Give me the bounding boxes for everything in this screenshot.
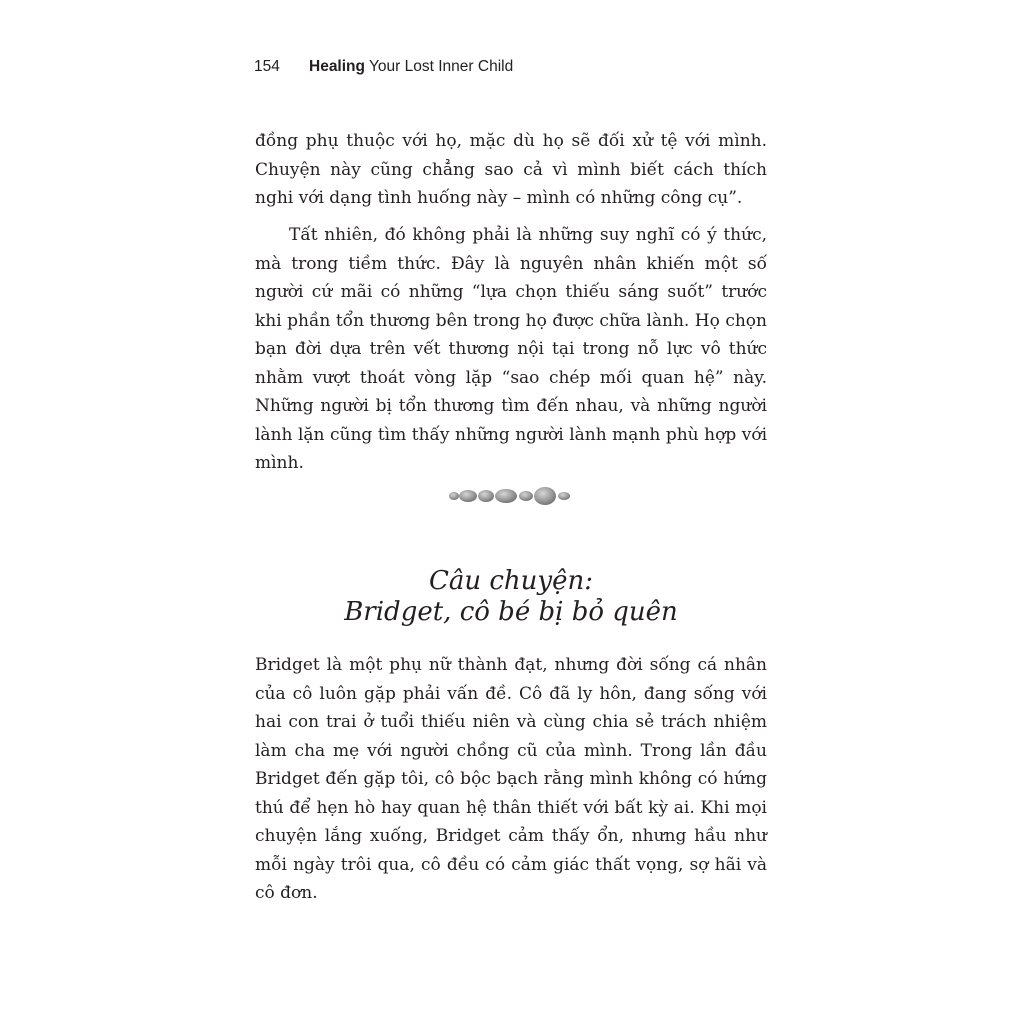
story-heading-line-1: Câu chuyện: xyxy=(428,566,594,596)
paragraph-text: Tất nhiên, đó không phải là những suy nghĩ có ý thức, mà trong tiềm thức. Đây là nguyên nhân khiến một số người cứ mãi có những “lựa chọn thiếu sáng suốt” trước khi phần tổn thương bên trong họ được chữa lành. Họ chọn bạn đời dựa trên vết thương nội tại trong nỗ lực vô thức nhằm vượt thoát vòng lặp “sao chép mối quan hệ” này. Những người bị tổn thương tìm đến nhau, và những người lành lặn cũng tìm thấy những người lành mạnh phù hợp với mình. xyxy=(255,225,767,473)
stone-beads-divider-icon xyxy=(448,484,572,508)
paragraph-text: Bridget là một phụ nữ thành đạt, nhưng đời sống cá nhân của cô luôn gặp phải vấn đề. Cô đã ly hôn, đang sống với hai con trai ở tuổi thiếu niên và cùng chia sẻ trách nhiệm làm cha mẹ với người chồng cũ của mình. Trong lần đầu Bridget đến gặp tôi, cô bộc bạch rằng mình không có hứng thú để hẹn hò hay quan hệ thân thiết với bất kỳ ai. Khi mọi chuyện lắng xuống, Bridget cảm thấy ổn, nhưng hầu như mỗi ngày trôi qua, cô đều có cảm giác thất vọng, sợ hãi và cô đơn. xyxy=(255,655,767,903)
story-heading xyxy=(255,566,767,628)
paragraph-bridget-story xyxy=(255,651,767,908)
paragraph-text: đồng phụ thuộc với họ, mặc dù họ sẽ đối xử tệ với mình. Chuyện này cũng chẳng sao cả vì mình biết cách thích nghi với dạng tình huống này – mình có những công cụ”. xyxy=(255,131,767,208)
book-title-bold: Healing xyxy=(309,58,365,75)
story-heading-line-2: Bridget, cô bé bị bỏ quên xyxy=(344,597,678,627)
book-title-rest: Your Lost Inner Child xyxy=(364,58,514,75)
running-header xyxy=(254,58,513,76)
paragraph-subconscious xyxy=(255,221,767,478)
page-number: 154 xyxy=(254,58,280,75)
paragraph-continuation xyxy=(255,127,767,213)
